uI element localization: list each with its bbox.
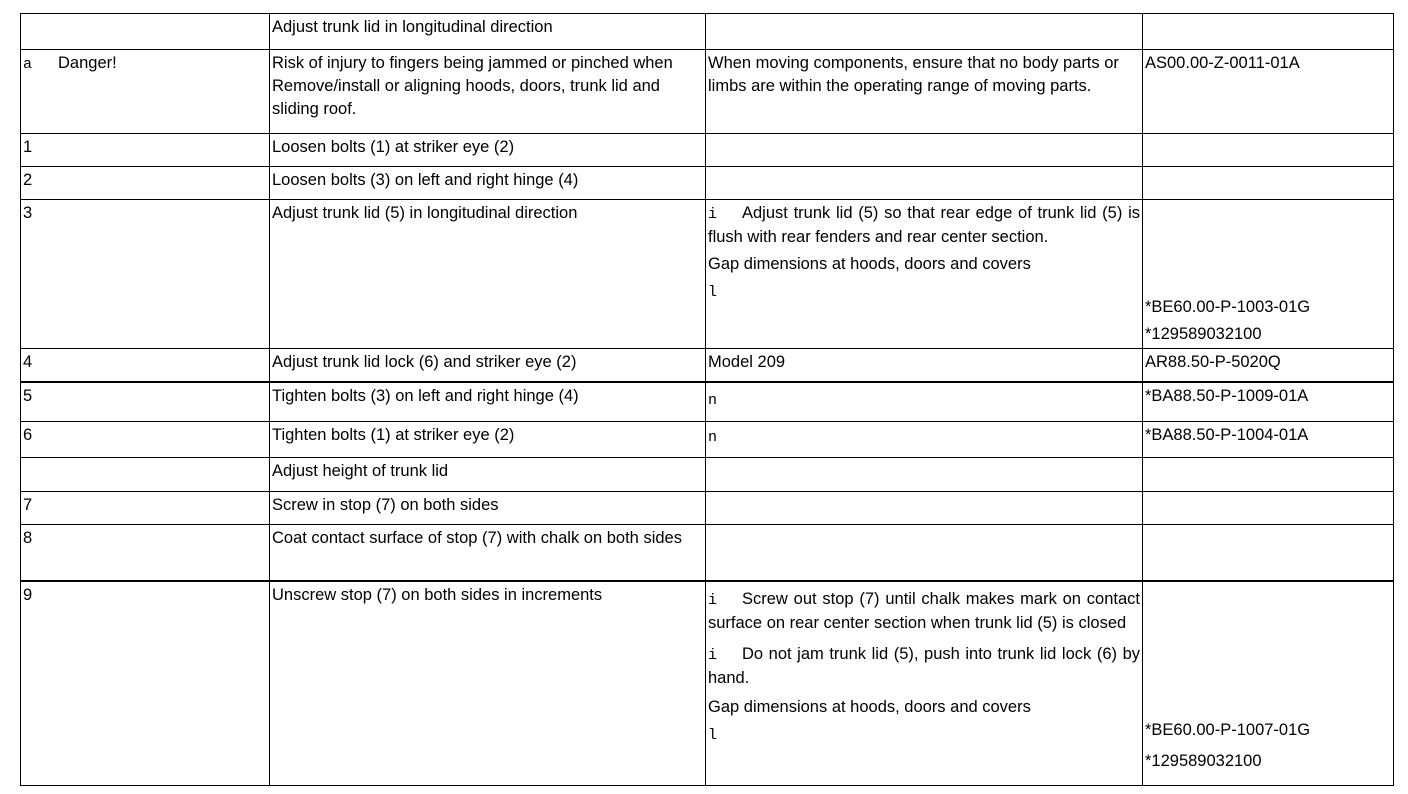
gap-note: Gap dimensions at hoods, doors and covers — [708, 697, 1031, 716]
table-row-danger — [21, 50, 1394, 134]
ref-cell: AS00.00-Z-0011-01A — [1143, 50, 1394, 134]
ref-code: *129589032100 — [1145, 751, 1262, 770]
info-symbol: i — [708, 591, 718, 609]
note-cell — [706, 581, 1143, 786]
ref-code: *BE60.00-P-1007-01G — [1145, 720, 1311, 739]
step-cell — [21, 50, 270, 134]
action-cell: Risk of injury to fingers being jammed or pinched when Remove/install or aligning hoods, doors, trunk lid and sliding roof. — [270, 50, 706, 134]
ref-code: *129589032100 — [1145, 325, 1262, 343]
note-cell — [706, 167, 1143, 200]
note-cell — [706, 134, 1143, 167]
step-cell — [21, 458, 270, 492]
note-cell: When moving components, ensure that no body parts or limbs are within the operating range of moving parts. — [706, 50, 1143, 134]
action-cell: Screw in stop (7) on both sides — [270, 492, 706, 525]
info-symbol: i — [708, 646, 718, 664]
torque-symbol: n — [708, 429, 718, 446]
table-row — [21, 382, 1394, 422]
ref-cell — [1143, 492, 1394, 525]
reference-symbol: l — [708, 726, 718, 744]
action-cell: Tighten bolts (1) at striker eye (2) — [270, 422, 706, 458]
note-cell — [706, 14, 1143, 50]
action-cell: Tighten bolts (3) on left and right hinge (4) — [270, 382, 706, 422]
danger-label: Danger! — [58, 54, 117, 72]
table-row — [21, 167, 1394, 200]
note-cell — [706, 458, 1143, 492]
note-cell — [706, 382, 1143, 422]
info-symbol: i — [708, 206, 718, 223]
ref-cell — [1143, 458, 1394, 492]
table-row — [21, 525, 1394, 581]
info-text: Screw out stop (7) until chalk makes mark on contact surface on rear center section when trunk lid (5) is closed — [708, 589, 1140, 632]
action-cell: Adjust trunk lid in longitudinal direction — [270, 14, 706, 50]
table-row — [21, 581, 1394, 786]
ref-cell — [1143, 200, 1394, 349]
danger-symbol: a — [23, 56, 33, 73]
ref-cell — [1143, 14, 1394, 50]
ref-cell — [1143, 134, 1394, 167]
action-cell: Loosen bolts (1) at striker eye (2) — [270, 134, 706, 167]
action-cell: Unscrew stop (7) on both sides in increments — [270, 581, 706, 786]
action-cell: Adjust height of trunk lid — [270, 458, 706, 492]
info-note — [708, 643, 1140, 690]
table-row — [21, 14, 1394, 50]
ref-cell — [1143, 167, 1394, 200]
action-cell: Loosen bolts (3) on left and right hinge (4) — [270, 167, 706, 200]
note-cell: Model 209 — [706, 349, 1143, 382]
ref-cell: *BA88.50-P-1004-01A — [1143, 422, 1394, 458]
note-cell — [706, 492, 1143, 525]
step-cell: 1 — [21, 134, 270, 167]
ref-cell — [1143, 581, 1394, 786]
step-cell: 8 — [21, 525, 270, 581]
table-row — [21, 134, 1394, 167]
info-text: Adjust trunk lid (5) so that rear edge of trunk lid (5) is flush with rear fenders and rear center section. — [708, 204, 1140, 246]
table-row — [21, 492, 1394, 525]
torque-symbol: n — [708, 391, 718, 409]
info-note — [708, 588, 1140, 635]
note-cell — [706, 422, 1143, 458]
ref-cell: AR88.50-P-5020Q — [1143, 349, 1394, 382]
procedure-table — [20, 13, 1394, 786]
action-cell: Adjust trunk lid (5) in longitudinal direction — [270, 200, 706, 349]
step-cell: 3 — [21, 200, 270, 349]
reference-symbol: l — [708, 284, 718, 301]
step-cell: 6 — [21, 422, 270, 458]
step-cell: 5 — [21, 382, 270, 422]
step-cell: 2 — [21, 167, 270, 200]
ref-code: *BE60.00-P-1003-01G — [1145, 298, 1311, 316]
info-text: Do not jam trunk lid (5), push into trunk lid lock (6) by hand. — [708, 644, 1140, 687]
action-cell: Coat contact surface of stop (7) with chalk on both sides — [270, 525, 706, 581]
action-cell: Adjust trunk lid lock (6) and striker eye (2) — [270, 349, 706, 382]
info-note — [708, 202, 1140, 249]
table-row — [21, 200, 1394, 349]
note-cell — [706, 525, 1143, 581]
table-row — [21, 349, 1394, 382]
step-cell: 9 — [21, 581, 270, 786]
table-row — [21, 458, 1394, 492]
ref-cell — [1143, 525, 1394, 581]
table-row — [21, 422, 1394, 458]
ref-cell: *BA88.50-P-1009-01A — [1143, 382, 1394, 422]
step-cell: 4 — [21, 349, 270, 382]
note-cell — [706, 200, 1143, 349]
gap-note: Gap dimensions at hoods, doors and covers — [708, 255, 1031, 273]
step-cell: 7 — [21, 492, 270, 525]
step-cell — [21, 14, 270, 50]
